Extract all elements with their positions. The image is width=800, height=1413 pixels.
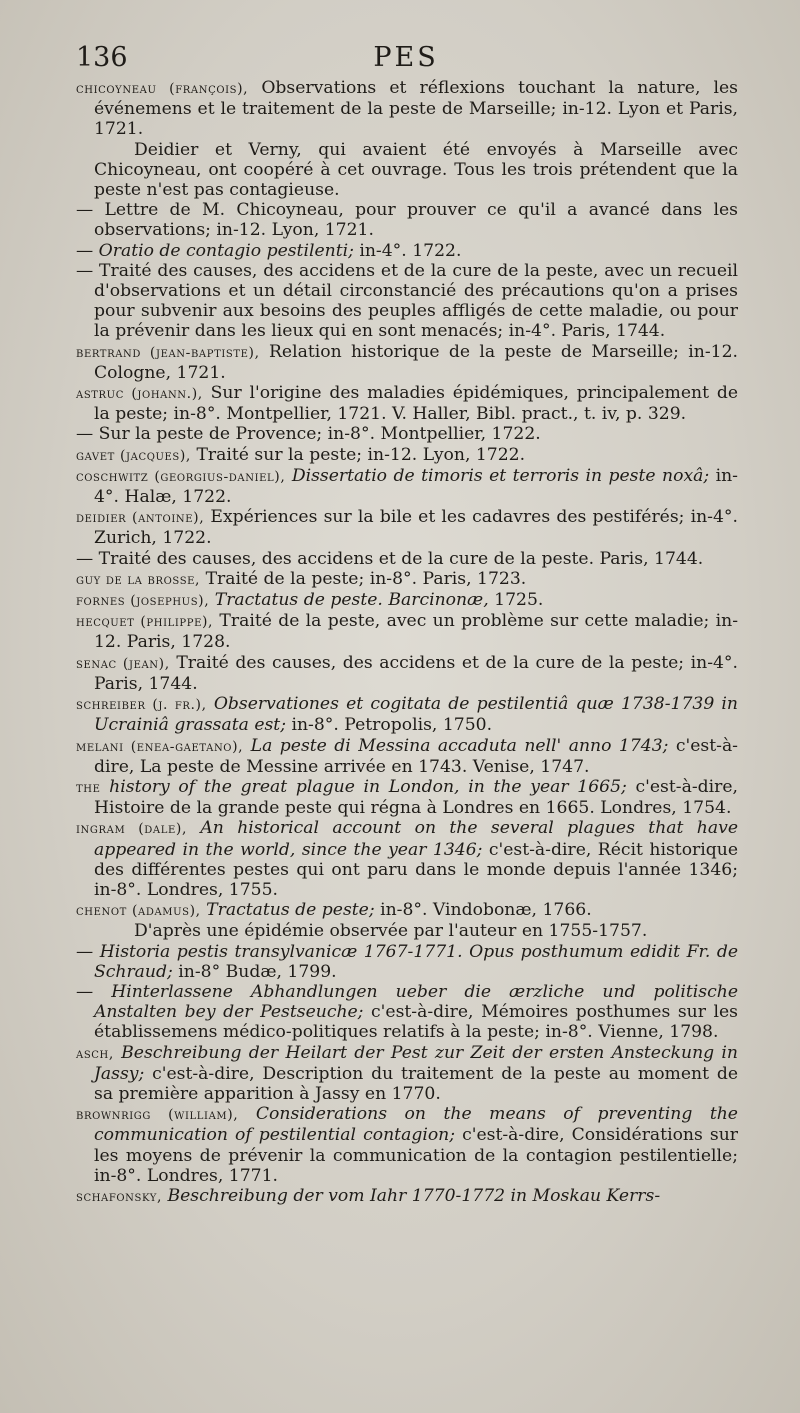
bibliography-entry bbox=[76, 611, 738, 652]
entry-title: Beschreibung der Heilart der Pest zur Zeit der ersten Ansteckung in Jassy; bbox=[94, 1042, 738, 1084]
entry-author: bertrand (jean-baptiste), bbox=[76, 344, 260, 361]
entry-title: An historical account on the several plagues that have appeared in the world, since the year 1346; bbox=[94, 818, 738, 860]
entry-text: in-8° Budæ, 1799. bbox=[172, 961, 337, 982]
entry-text: c'est-à-dire, La peste de Messine arrivée en 1743. Venise, 1747. bbox=[94, 735, 738, 777]
running-head: PES bbox=[373, 42, 439, 73]
bibliography-entry bbox=[76, 569, 738, 590]
entry-text: Deidier et Verny, qui avaient été envoyés à Marseille avec Chicoyneau, ont coopéré à cet ouvrage. Tous les trois prétendent que la peste n'est pas contagieuse. bbox=[94, 139, 738, 201]
bibliography-entry bbox=[76, 694, 738, 735]
entry-text: in-8°. Vindobonæ, 1766. bbox=[374, 900, 592, 921]
entry-text: Expériences sur la bile et les cadavres des pestiférés; in-4°. Zurich, 1722. bbox=[94, 507, 738, 549]
bibliography-entry bbox=[76, 900, 738, 921]
entry-text: 1725. bbox=[488, 590, 544, 611]
bibliography-entry bbox=[76, 507, 738, 548]
bibliography-entry bbox=[76, 261, 738, 342]
entry-title: Considerations on the means of preventing the communication of pestilential contagion; bbox=[94, 1104, 738, 1146]
entry-author: senac (jean), bbox=[76, 655, 170, 672]
entry-author: guy de la brosse, bbox=[76, 571, 201, 588]
entry-author: astruc (johann.), bbox=[76, 386, 203, 403]
entry-author: chenot (adamus), bbox=[76, 903, 201, 920]
entry-title: Observationes et cogitata de pestilentiâ quæ 1738-1739 in Ucrainiâ grassata est; bbox=[94, 694, 738, 736]
entry-author: deidier (antoine), bbox=[76, 510, 205, 527]
entry-author: schreiber (j. fr.), bbox=[76, 697, 207, 714]
entry-title: Tractatus de peste; bbox=[200, 900, 375, 921]
entry-author: gavet (jacques), bbox=[76, 447, 191, 464]
entry-text: c'est-à-dire, Mémoires posthumes sur les établissemens médico-politiques relatifs à la peste; in-8°. Vienne, 1798. bbox=[94, 1002, 738, 1043]
entry-text: c'est-à-dire, Récit historique des différentes pestes qui ont paru dans le monde depuis l'année 1346; in-8°. Londres, 1755. bbox=[94, 839, 738, 900]
entry-title: Dissertatio de timoris et terroris in peste noxâ; bbox=[285, 465, 710, 486]
entry-author: schafonsky, bbox=[76, 1188, 163, 1205]
entry-title: La peste di Messina accaduta nell' anno 1743; bbox=[243, 735, 669, 756]
bibliography-entry bbox=[76, 590, 738, 611]
entry-title: Tractatus de peste. Barcinonæ, bbox=[209, 590, 489, 611]
entry-text: — Traité des causes, des accidens et de la cure de la peste. Paris, 1744. bbox=[76, 548, 704, 569]
entry-text: in-8°. Petropolis, 1750. bbox=[286, 715, 493, 736]
bibliography-entry bbox=[76, 78, 738, 140]
bibliography-list bbox=[76, 78, 738, 1207]
bibliography-entry bbox=[76, 549, 738, 569]
bibliography-entry bbox=[76, 982, 738, 1043]
entry-text: c'est-à-dire, Histoire de la grande peste qui régna à Londres en 1665. Londres, 1754. bbox=[94, 776, 738, 819]
entry-author: brownrigg (william), bbox=[76, 1107, 239, 1124]
entry-text: Sur l'origine des maladies épidémiques, principalement de la peste; in-8°. Montpellier, 1721. V. Haller, Bibl. pract., t. iv, p. 329. bbox=[94, 383, 738, 425]
entry-author: coschwitz (georgius-daniel), bbox=[76, 468, 286, 485]
entry-text: Observations et réflexions touchant la nature, les événemens et le traitement de la peste de Marseille; in-12. Lyon et Paris, 1721. bbox=[94, 78, 738, 140]
entry-author: ingram (dale), bbox=[76, 821, 187, 838]
bibliography-entry bbox=[76, 445, 738, 466]
bibliography-entry bbox=[76, 1104, 738, 1186]
entry-author: chicoyneau (françois), bbox=[76, 81, 249, 97]
bibliography-entry bbox=[76, 736, 738, 777]
entry-text: Traité des causes, des accidens et de la cure de la peste; in-4°. Paris, 1744. bbox=[94, 652, 738, 694]
bibliography-note bbox=[76, 140, 738, 201]
entry-title: history of the great plague in London, in the year 1665; bbox=[100, 776, 627, 797]
bibliography-entry bbox=[76, 1186, 738, 1207]
page-number: 136 bbox=[76, 42, 128, 73]
entry-author: melani (enea-gaetano), bbox=[76, 738, 244, 755]
bibliography-entry bbox=[76, 653, 738, 694]
entry-author: the bbox=[76, 779, 101, 796]
entry-text: — Lettre de M. Chicoyneau, pour prouver ce qu'il a avancé dans les observations; in-12. Lyon, 1721. bbox=[76, 200, 738, 241]
entry-author: fornes (josephus), bbox=[76, 593, 210, 610]
bibliography-entry bbox=[76, 241, 738, 261]
entry-text: c'est-à-dire, Description du traitement de la peste au moment de sa première apparition à Jassy en 1770. bbox=[94, 1063, 738, 1104]
bibliography-entry bbox=[76, 342, 738, 383]
bibliography-entry bbox=[76, 200, 738, 240]
bibliography-entry bbox=[76, 818, 738, 900]
entry-title: — Oratio de contagio pestilenti; bbox=[76, 240, 354, 261]
entry-text: in-4°. Halæ, 1722. bbox=[94, 465, 738, 508]
entry-text: in-4°. 1722. bbox=[353, 240, 462, 261]
bibliography-note bbox=[76, 921, 738, 941]
entry-title: Beschreibung der vom Iahr 1770-1772 in Moskau Kerrs- bbox=[162, 1185, 661, 1206]
entry-text: Traité de la peste, avec un problème sur cette maladie; in-12. Paris, 1728. bbox=[94, 611, 738, 653]
entry-text: Traité sur la peste; in-12. Lyon, 1722. bbox=[191, 444, 526, 465]
bibliography-entry bbox=[76, 777, 738, 818]
bibliography-entry bbox=[76, 942, 738, 982]
bibliography-entry bbox=[76, 383, 738, 424]
bibliography-entry bbox=[76, 424, 738, 444]
entry-text: Relation historique de la peste de Marseille; in-12. Cologne, 1721. bbox=[94, 341, 738, 383]
entry-text: — Traité des causes, des accidens et de la cure de la peste, avec un recueil d'observations et un détail circonstancié des précautions qu'on a prises pour subvenir aux besoins des peuples affligés de cette maladie, ou pour la prévenir dans les lieux qui en sont menacés; in-4°. Paris, 1744. bbox=[76, 260, 738, 342]
entry-title: — Historia pestis transylvanicæ 1767-1771. Opus posthumum edidit Fr. de Schraud; bbox=[76, 941, 738, 982]
bibliography-entry bbox=[76, 466, 738, 507]
page-header bbox=[76, 40, 736, 80]
bibliography-entry bbox=[76, 1043, 738, 1105]
entry-author: asch, bbox=[76, 1045, 114, 1062]
entry-text: — Sur la peste de Provence; in-8°. Montpellier, 1722. bbox=[76, 424, 541, 445]
entry-text: D'après une épidémie observée par l'auteur en 1755-1757. bbox=[134, 921, 648, 942]
entry-text: Traité de la peste; in-8°. Paris, 1723. bbox=[200, 568, 527, 589]
entry-text: c'est-à-dire, Considérations sur les moyens de prévenir la communication de la contagion pestilentielle; in-8°. Londres, 1771. bbox=[94, 1125, 738, 1186]
entry-title: — Hinterlassene Abhandlungen ueber die ærzliche und politische Anstalten bey der Pestseuche; bbox=[76, 981, 738, 1023]
entry-author: hecquet (philippe), bbox=[76, 614, 214, 631]
